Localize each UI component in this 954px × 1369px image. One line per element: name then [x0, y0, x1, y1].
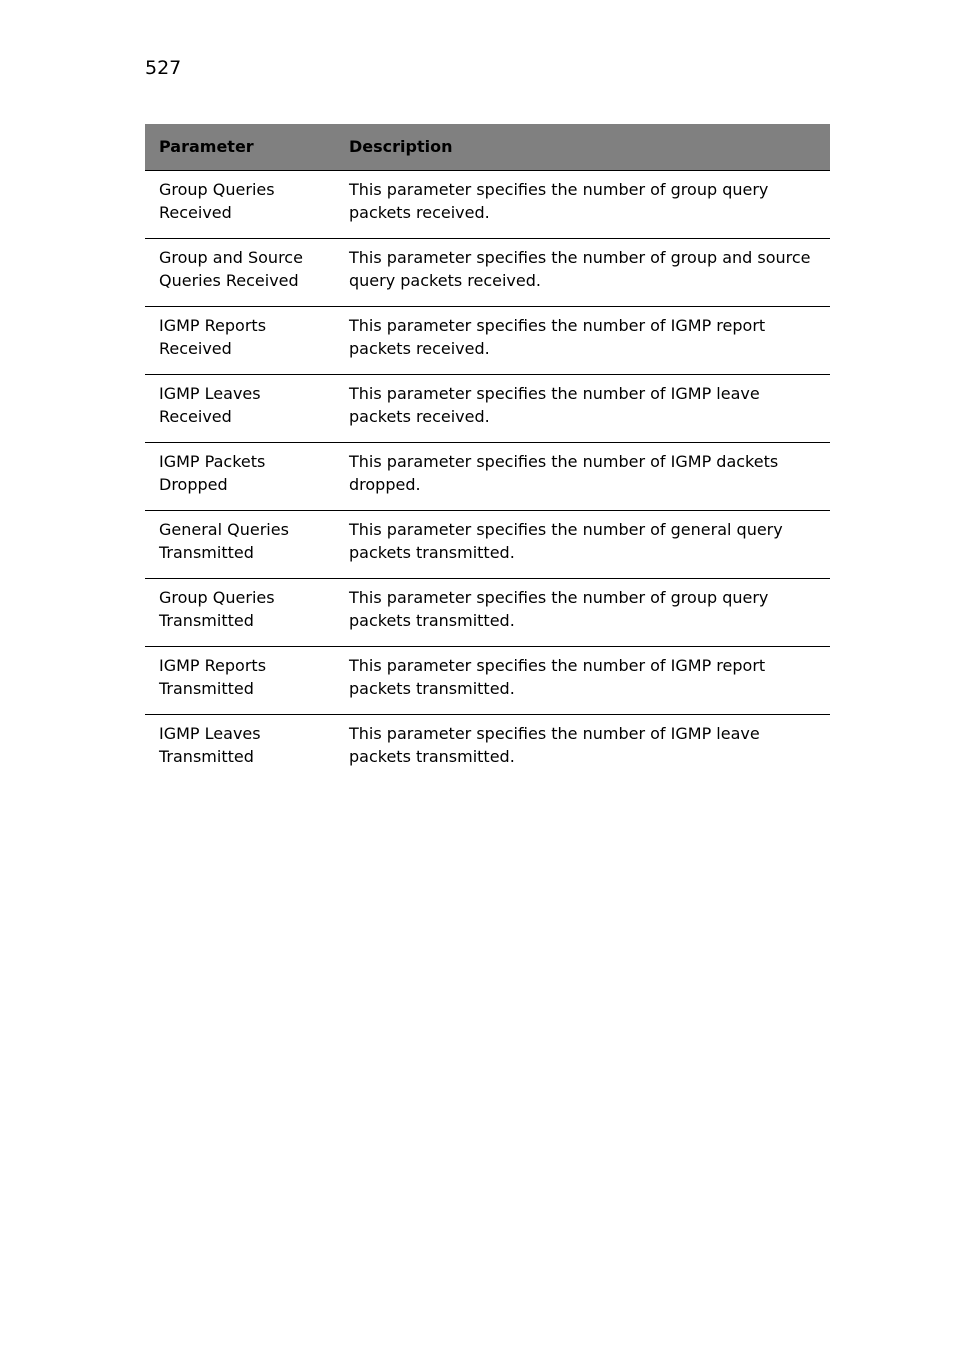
table-header	[145, 124, 830, 171]
table-row	[145, 511, 830, 579]
header-description: Description	[335, 124, 830, 171]
parameter-cell: Group Queries Received	[145, 171, 335, 239]
table-row	[145, 647, 830, 715]
parameter-cell: IGMP Packets Dropped	[145, 443, 335, 511]
description-cell: This parameter specifies the number of IGMP report packets received.	[335, 307, 830, 375]
table-header-row	[145, 124, 830, 171]
description-cell: This parameter specifies the number of group query packets received.	[335, 171, 830, 239]
table-row	[145, 579, 830, 647]
table-body	[145, 171, 830, 783]
description-cell: This parameter specifies the number of IGMP dackets dropped.	[335, 443, 830, 511]
description-cell: This parameter specifies the number of group and source query packets received.	[335, 239, 830, 307]
description-cell: This parameter specifies the number of IGMP leave packets transmitted.	[349, 724, 760, 766]
table-row	[145, 715, 830, 783]
description-cell: This parameter specifies the number of IGMP report packets transmitted.	[335, 647, 830, 715]
parameter-cell: Group Queries Transmitted	[145, 579, 335, 647]
parameter-cell: IGMP Leaves Transmitted	[159, 724, 261, 766]
page-number: 527	[145, 57, 182, 79]
parameter-table	[145, 124, 830, 783]
table-row	[145, 443, 830, 511]
table-row	[145, 375, 830, 443]
parameter-cell: IGMP Reports Received	[145, 307, 335, 375]
description-cell: This parameter specifies the number of IGMP leave packets received.	[335, 375, 830, 443]
parameter-cell: IGMP Reports Transmitted	[145, 647, 335, 715]
description-cell: This parameter specifies the number of general query packets transmitted.	[335, 511, 830, 579]
table-row	[145, 239, 830, 307]
table-row	[145, 171, 830, 239]
header-parameter: Parameter	[145, 124, 335, 171]
parameter-cell: IGMP Leaves Received	[145, 375, 335, 443]
table-row	[145, 307, 830, 375]
parameter-cell: General Queries Transmitted	[145, 511, 335, 579]
description-cell: This parameter specifies the number of group query packets transmitted.	[335, 579, 830, 647]
parameter-cell: Group and Source Queries Received	[145, 239, 335, 307]
